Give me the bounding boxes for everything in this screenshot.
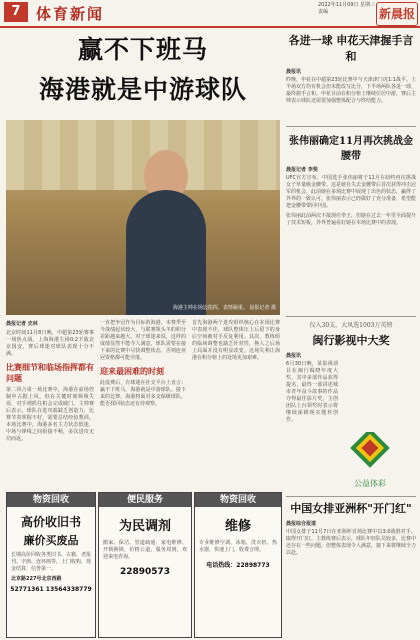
ad1-text: 长期高价回收各类旧书、古籍、老报刊、字画、连环画等，上门收购，现金结算，信誉第一。: [11, 552, 92, 572]
ad-service: [98, 492, 192, 638]
lead-photo: [6, 120, 280, 315]
ad2-phone: 22890573: [119, 567, 171, 577]
lead-column-2: [100, 320, 186, 408]
divider: [286, 316, 416, 317]
lottery-logo-label: 公益体彩: [354, 479, 386, 488]
story1-text: 昨晚，申花在中超第23轮比赛中与天津津门虎1:1战平。上半场双方均有机会但未能改写比分，下半场两队各进一球，最终握手言和。申花目前在积分榜上继续位居中游，赛后主帅表示球队还需要加强整体配合与终结能力。: [286, 77, 417, 104]
ad1-phone: 52771361 13564338779: [10, 586, 92, 593]
story2-byline: 晨报记者 李斐: [286, 167, 318, 173]
story-volleyball: [286, 500, 416, 557]
newspaper-logo: 新晨报: [376, 2, 418, 26]
headline-line-1: 赢不下班马: [77, 35, 208, 64]
story1-byline: 晨报讯: [286, 69, 302, 75]
story-shenhua: [286, 32, 416, 105]
story2-text: UFC官方宣布，中国选手张伟丽将于11月在纽约再次挑战女子草量级金腰带。这是她自失去金腰带后首次获得冲击冠军的机会，此前她在多场比赛中展现了出色的状态，赢得了外界的一致认可。张伟丽表示已经做好了充分准备，希望能把金腰带带回中国。: [286, 175, 417, 209]
photo-person-body: [126, 190, 206, 315]
page-number: 7: [4, 2, 28, 22]
lead-text-2: 一直把争冠作为目标的海港，本赛季至今战绩起伏较大，与联赛领头羊的积分差距越来越大。对于球迷来说，这样的成绩显然不能令人满意，球队需要在接下来的比赛中尽快调整状态，否则连亚冠资格都可能旁落。: [100, 320, 186, 361]
story2-text-b: 张伟丽此前两次不敌现任拳王，但她在过去一年里全面提升了技术短板，外界普遍看好她在本场比赛中的表现。: [286, 213, 417, 226]
ad1-tag: 物资回收: [7, 493, 95, 507]
ad-repair: [194, 492, 282, 638]
column-title: 体育新闻: [36, 5, 105, 23]
lead-subhead-2: 迎来最困难的时刻: [100, 366, 164, 376]
lead-text-1: 第二回合第一场比赛中，海港在前场控制中占据上风，但在关键时刻频频失误，对手则抓住机会完成破门。主帅赛后表示，球队在进攻端缺乏创造力，比赛节奏掌握不好，需要总结经验教训。本场比赛中，海港多名主力状态低迷，中场与锋线之间衔接不畅，多次进攻无功而返。: [6, 387, 94, 442]
ad2-tag: 便民服务: [99, 493, 191, 507]
story4-title: 中国女排亚洲杯"开门红": [290, 502, 412, 515]
photo-background: [6, 120, 280, 190]
ad1-subtitle: 廉价买废品: [23, 534, 79, 547]
headline-line-2: 海港就是中游球队: [38, 75, 247, 104]
story4-text: 中国女排于11月7日在亚洲杯首场比赛中以3:0战胜对手，取得开门红。主教练赛后表示，球队年轻队员较多，比赛中还存在一些问题，但整体表现令人满意，接下来将继续全力以赴。: [286, 529, 417, 556]
editor-text: 责编: [318, 9, 329, 15]
lead-text-2b: 此役赛后，有球迷在社交平台上直言：赢不下班马，海港就是中游球队。接下来的比赛，海港将面对多支保级球队，能否找回状态还有待观察。: [100, 380, 186, 407]
ad1-address: 北京路227号北京西路: [11, 576, 62, 582]
lead-text-3: 首先海港两个进攻组织核心在本场比赛中表现不佳，球队整体压上后留下的身后空间被对手反复利用。其次，教练组的临场调整也缺乏针对性，换人之后场上局面并没有明显改变。这场失利让海港在积分榜上的处境更加艰难。: [192, 320, 280, 361]
divider: [286, 496, 416, 497]
divider: [286, 126, 416, 127]
ad1-title: 高价收旧书: [20, 515, 81, 529]
ad3-tag: 物资回收: [195, 493, 281, 507]
story1-title: 各进一球 申花天津握手言和: [288, 34, 414, 63]
ad3-text: 专业维修空调、冰箱、洗衣机、热水器，快速上门，收费合理。: [199, 540, 277, 553]
lead-intro: 北京时间11月8日晚，中超第23轮赛事一场焦点战，上海海港主场0:2不敌北京国安，赛后球迷对球队表现十分不满。: [6, 330, 94, 357]
lead-byline: 晨报记者 史林: [6, 321, 38, 327]
story4-byline: 晨报综合报道: [286, 521, 317, 527]
lead-subhead-1: 比赛细节和临场指挥都有问题: [6, 362, 94, 383]
story-award: [286, 320, 416, 424]
lead-column-3: [192, 320, 280, 362]
ad-recycle: [6, 492, 96, 638]
ad2-title: 为民调剂: [118, 519, 171, 534]
story3-byline: 晨报讯: [286, 353, 302, 359]
story3-text: 6月30日晚，某影视项目在闽行揭晓年度大奖，其中多部作品获得提名，最终一部讲述城市青年奋斗故事的作品夺得最佳影片奖，主创团队上台领奖时表示将继续深耕现实题材创作。: [286, 361, 338, 423]
ad2-text: 搬家、保洁、管道疏通、家电维修、开锁换锁，价格公道，服务周到，欢迎来电咨询。: [103, 540, 187, 560]
lead-column-1: [6, 320, 94, 443]
lottery-logo-icon: [342, 432, 398, 492]
ad3-phone: 电话热线：22898773: [206, 562, 270, 569]
story-zhangweili: [286, 132, 416, 227]
lead-headline: [6, 30, 280, 120]
photo-caption: 海港主帅在场边指挥，表情凝重。 晨报记者 摄: [172, 305, 276, 311]
date-text: 2022年11月09日 星期三: [318, 2, 376, 8]
header-date: [318, 2, 378, 16]
story3-title-top: 仅入30支，大凤选1003万英镑: [309, 322, 393, 329]
story3-title: 闽行影视中大奖: [312, 334, 390, 347]
ad3-title: 维修: [224, 519, 251, 534]
story2-title: 张伟丽确定11月再次挑战金腰带: [289, 136, 413, 162]
